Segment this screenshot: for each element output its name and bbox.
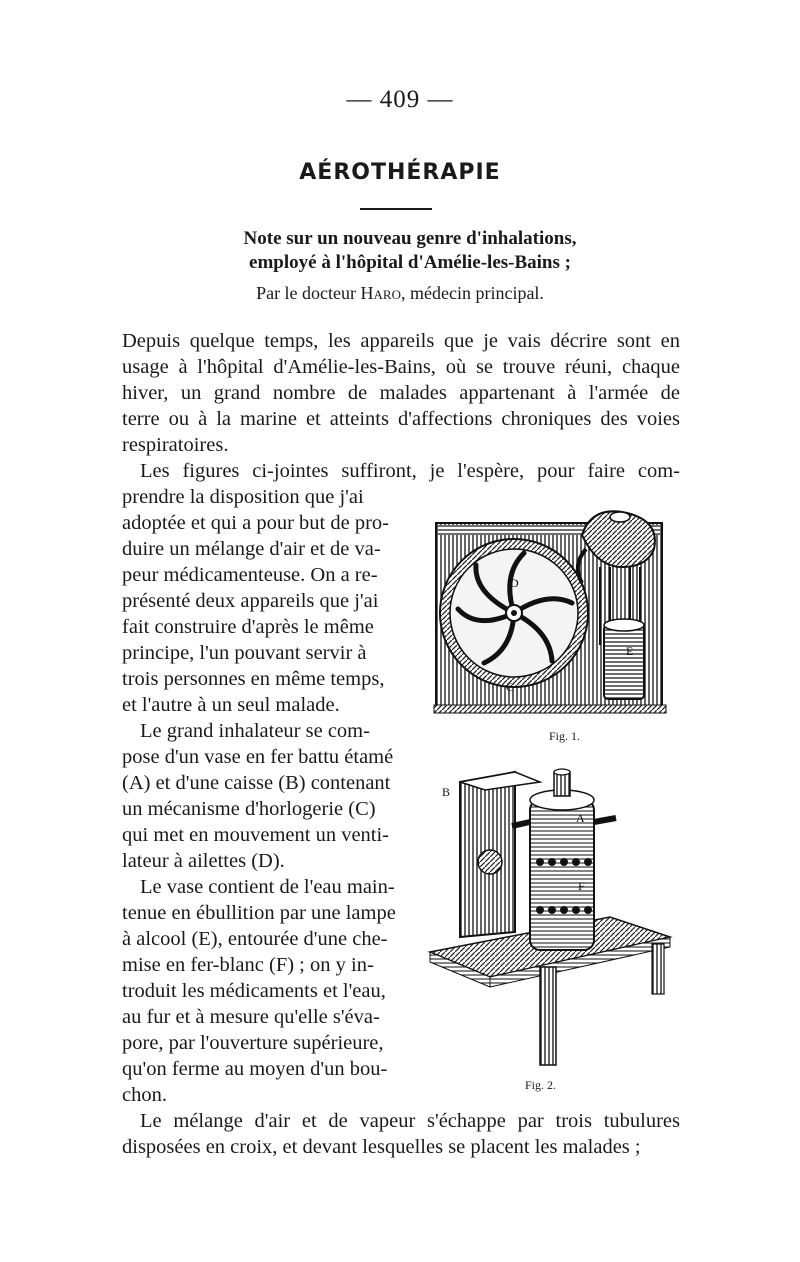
para3-line-1: Le grand inhalateur se com- xyxy=(140,720,370,742)
para5-line-2: disposées en croix, et devant lesquelles se placent les malades ; xyxy=(122,1136,641,1158)
para4-line-8: qu'on ferme au moyen d'un bou- xyxy=(122,1058,388,1080)
para1-line-1: Depuis quelque temps, les appareils que je vais décrire sont en xyxy=(122,330,680,352)
para2-line-5: peur médicamenteuse. On a re- xyxy=(122,564,378,586)
para3-line-5: qui met en mouvement un venti- xyxy=(122,824,390,846)
fig1-caption: Fig. 1. xyxy=(549,729,581,743)
para4-line-4: mise en fer-blanc (F) ; on y in- xyxy=(122,954,374,976)
fig2-label-a: A xyxy=(576,811,585,825)
para1-line-2: usage à l'hôpital d'Amélie-les-Bains, où se trouve réuni, chaque xyxy=(122,356,680,378)
fig2-label-b: B xyxy=(442,785,451,799)
para5-line-1: Le mélange d'air et de vapeur s'échappe par trois tubulures xyxy=(140,1110,680,1132)
para2-line-8: principe, l'un pouvant servir à xyxy=(122,642,367,664)
para1-line-4: terre ou à la marine et atteints d'affections chroniques des voies xyxy=(122,408,680,430)
para2-line-9: trois personnes en même temps, xyxy=(122,668,385,690)
para1-line-5: respiratoires. xyxy=(122,434,229,456)
article-title: AÉROTHÉRAPIE xyxy=(299,160,501,185)
para2-line-10: et l'autre à un seul malade. xyxy=(122,694,340,716)
para3-line-6: lateur à ailettes (D). xyxy=(122,850,285,872)
para2-line-7: fait construire d'après le même xyxy=(122,616,374,638)
para2-line-1: Les figures ci-jointes suffiront, je l'espère, pour faire com- xyxy=(140,460,680,482)
para2-line-6: présenté deux appareils que j'ai xyxy=(122,590,379,612)
author-name: Haro xyxy=(360,283,401,303)
para1-line-3: hiver, un grand nombre de malades appartenant à l'armée de xyxy=(122,382,680,404)
fig1-label-d: D xyxy=(510,576,519,590)
para2-line-4: duire un mélange d'air et de va- xyxy=(122,538,381,560)
para4-line-9: chon. xyxy=(122,1084,167,1106)
page-number: — 409 — xyxy=(346,86,454,113)
fig1-label-e: E xyxy=(626,644,634,658)
author-line xyxy=(0,283,800,304)
fig2-caption: Fig. 2. xyxy=(525,1078,557,1092)
para4-line-2: tenue en ébullition par une lampe xyxy=(122,902,396,924)
para2-line-3: adoptée et qui a pour but de pro- xyxy=(122,512,389,534)
para3-line-4: un mécanisme d'horlogerie (C) xyxy=(122,798,376,820)
subtitle-line-2: employé à l'hôpital d'Amélie-les-Bains ; xyxy=(249,252,571,273)
para4-line-3: à alcool (E), entourée d'une che- xyxy=(122,928,388,950)
para3-line-2: pose d'un vase en fer battu étamé xyxy=(122,746,394,768)
subtitle-line-1: Note sur un nouveau genre d'inhalations, xyxy=(243,228,577,249)
fig1-label-c: C xyxy=(506,680,515,694)
title-rule xyxy=(360,208,432,210)
figure-2-small-inhaler xyxy=(420,762,680,1082)
para4-line-5: troduit les médicaments et l'eau, xyxy=(122,980,386,1002)
author-prefix: Par le docteur xyxy=(256,283,361,303)
para2-line-2: prendre la disposition que j'ai xyxy=(122,486,364,508)
author-suffix: , médecin principal. xyxy=(400,283,544,303)
para4-line-1: Le vase contient de l'eau main- xyxy=(140,876,395,898)
figure-1-large-inhaler xyxy=(432,505,680,720)
para4-line-6: au fur et à mesure qu'elle s'éva- xyxy=(122,1006,380,1028)
para3-line-3: (A) et d'une caisse (B) contenant xyxy=(122,772,391,794)
fig2-label-f: F xyxy=(578,879,585,893)
para4-line-7: pore, par l'ouverture supérieure, xyxy=(122,1032,384,1054)
